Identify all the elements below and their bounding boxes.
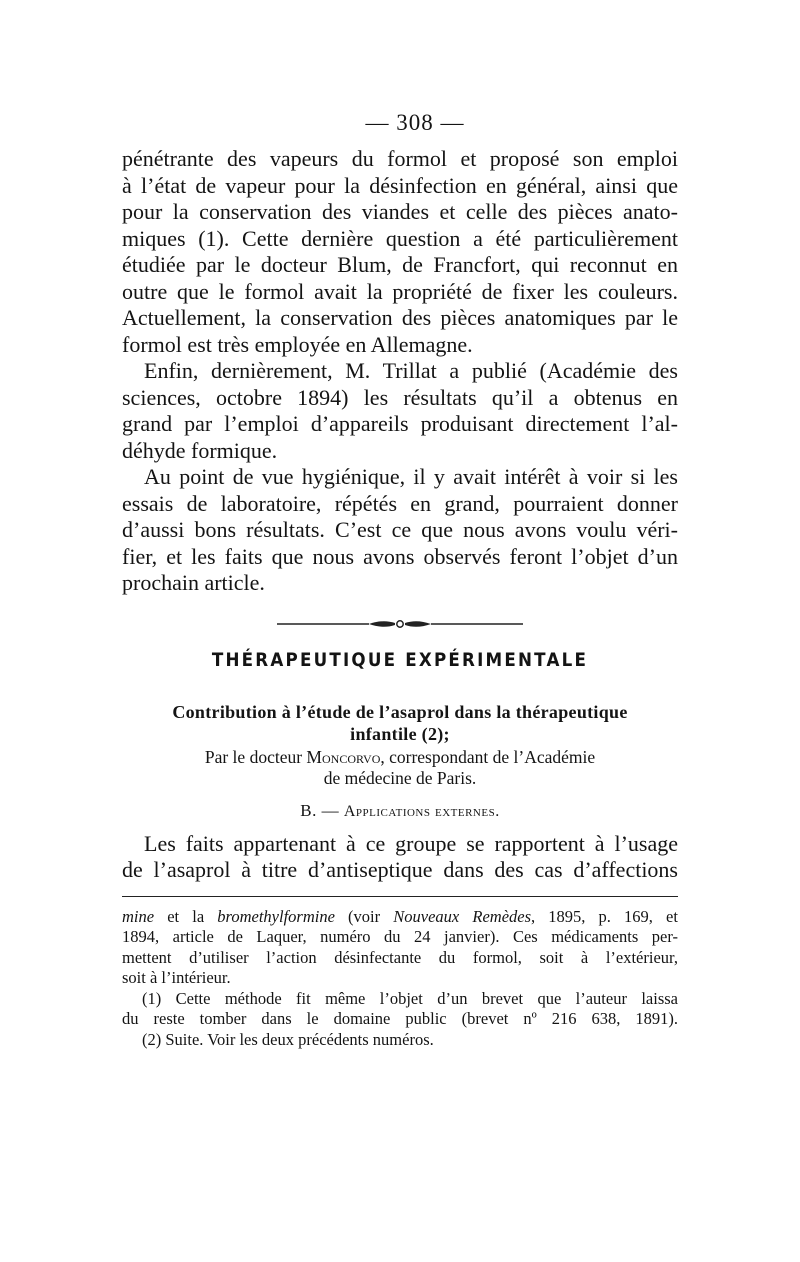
text-line: fier, et les faits que nous avons observés feront l’objet d’un	[122, 543, 678, 569]
footnote-italic-term: mine	[122, 906, 155, 926]
paragraph-formol-history	[122, 146, 678, 358]
footnote-continuation-line	[122, 907, 678, 928]
section-body	[122, 831, 678, 884]
footnote-2: (2) Suite. Voir les deux précédents numéros.	[142, 1029, 434, 1049]
footnote-1-line: (1) Cette méthode fit même l’objet d’un brevet que l’auteur laissa	[142, 988, 678, 1008]
footnote-text: , 1895, p. 169, et	[531, 906, 678, 926]
article-title	[122, 701, 678, 745]
text-line: formol est très employée en Allemagne.	[122, 331, 473, 357]
document-page	[122, 110, 678, 1050]
text-line: Les faits appartenant à ce groupe se rapportent à l’usage	[144, 830, 678, 856]
footnote-text: (voir	[334, 906, 394, 926]
text-line: à l’état de vapeur pour la désinfection en général, ainsi que	[122, 172, 678, 198]
text-line: pénétrante des vapeurs du formol et proposé son emploi	[122, 146, 678, 171]
text-line: étudiée par le docteur Blum, de Francfort, qui reconnut en	[122, 252, 678, 277]
text-line: déhyde formique.	[122, 437, 278, 463]
subsection-heading	[122, 801, 678, 821]
article-title-line2: infantile (2);	[350, 723, 450, 744]
text-line: prochain article.	[122, 570, 265, 595]
subhead-text: Applications externes.	[343, 802, 500, 820]
footnotes	[122, 907, 678, 1051]
article-title-line1: Contribution à l’étude de l’asaprol dans la thérapeutique	[172, 701, 628, 722]
author-name: Moncorvo	[306, 746, 381, 767]
byline	[122, 747, 678, 789]
byline-suffix: , correspondant de l’Académie	[380, 746, 596, 767]
byline-line2: de médecine de Paris.	[323, 767, 477, 788]
paragraph-hygiene	[122, 464, 678, 597]
text-line: d’aussi bons résultats. C’est ce que nous avons voulu véri-	[122, 517, 678, 542]
footnote-continuation-line: mettent d’utiliser l’action désinfectante du formol, soit à l’extérieur,	[122, 947, 678, 967]
subhead-letter: B. —	[300, 800, 344, 820]
footnote-italic-title: Nouveaux Remèdes	[393, 906, 532, 926]
text-line: Au point de vue hygiénique, il y avait intérêt à voir si les	[144, 464, 678, 489]
footnote-1-line: du reste tomber dans le domaine public (brevet nº 216 638, 1891).	[122, 1009, 678, 1028]
body-text	[122, 146, 678, 597]
ornamental-rule	[277, 617, 523, 631]
footnote-continuation-line: 1894, article de Laquer, numéro du 24 janvier). Ces médicaments per-	[122, 927, 678, 946]
text-line: Actuellement, la conservation des pièces anatomiques par le	[122, 305, 678, 330]
footnote-italic-term: bromethylformine	[217, 906, 335, 926]
section-title: THÉRAPEUTIQUE EXPÉRIMENTALE	[211, 648, 589, 671]
text-line: sciences, octobre 1894) les résultats qu’il a obtenus en	[122, 384, 678, 410]
footnote-divider	[122, 896, 678, 897]
footnote-text: et la	[154, 906, 218, 926]
byline-prefix: Par le docteur	[204, 746, 307, 767]
text-line: miques (1). Cette dernière question a été particulièrement	[122, 225, 678, 251]
text-line: pour la conservation des viandes et celle des pièces anato-	[122, 199, 678, 224]
text-line: outre que le formol avait la propriété de fixer les couleurs.	[122, 278, 678, 304]
text-line: essais de laboratoire, répétés en grand, pourraient donner	[122, 490, 678, 516]
page-number: — 308 —	[365, 110, 465, 135]
footnote-continuation-line: soit à l’intérieur.	[122, 968, 231, 987]
paragraph-trillat	[122, 358, 678, 464]
text-line: Enfin, dernièrement, M. Trillat a publié (Académie des	[144, 358, 678, 383]
text-line: grand par l’emploi d’appareils produisant directement l’al-	[122, 411, 678, 436]
text-line: de l’asaprol à titre d’antiseptique dans des cas d’affections	[122, 857, 678, 882]
